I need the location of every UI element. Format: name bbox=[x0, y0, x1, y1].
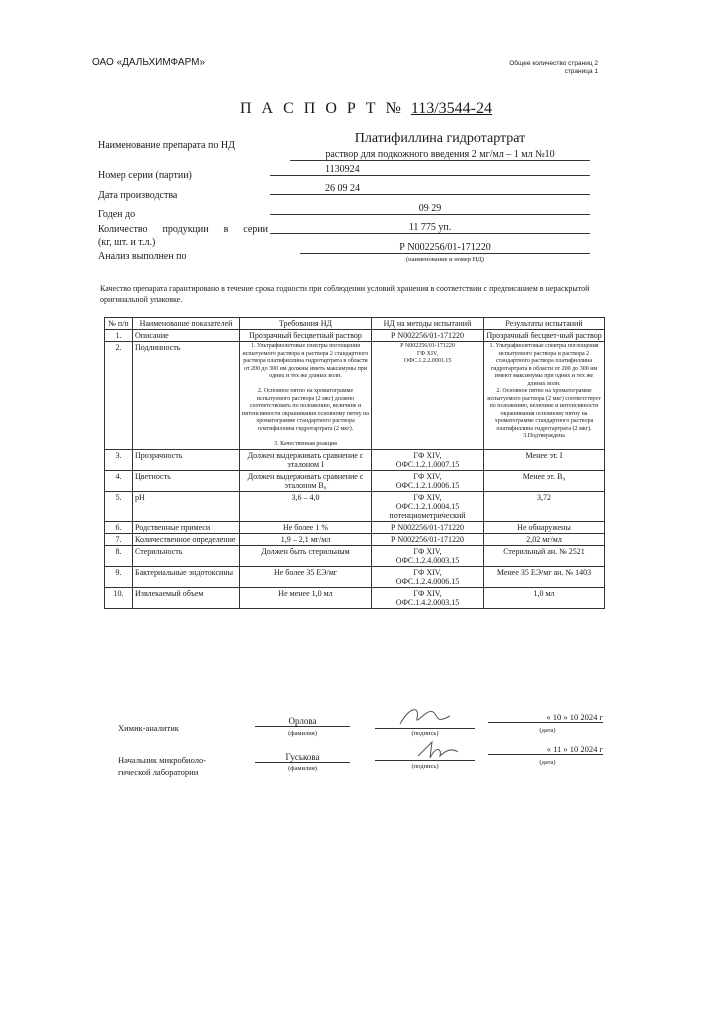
row-name: Подлинность bbox=[133, 342, 240, 450]
chemist-label: Химик-аналитик bbox=[118, 723, 179, 733]
page-count bbox=[509, 60, 598, 76]
row-method: Р N002256/01-171220 bbox=[372, 330, 484, 342]
row-method: ГФ XIV, ОФС.1.2.4.0003.15 bbox=[372, 546, 484, 567]
table-row bbox=[105, 567, 605, 588]
row-num: 8. bbox=[105, 546, 133, 567]
row-req: 3,6 – 4,0 bbox=[240, 492, 372, 522]
row-req: Не более 1 % bbox=[240, 522, 372, 534]
chemist-date: « 10 » 10 2024 г bbox=[488, 712, 603, 723]
table-row bbox=[105, 330, 605, 342]
row-num: 4. bbox=[105, 471, 133, 492]
chemist-name-caption: (фамилия) bbox=[288, 730, 317, 737]
row-num: 7. bbox=[105, 534, 133, 546]
row-num: 3. bbox=[105, 450, 133, 471]
page-number: страница 1 bbox=[564, 68, 598, 75]
chemist-date-caption: (дата) bbox=[539, 727, 556, 734]
head-name-caption: (фамилия) bbox=[288, 765, 317, 772]
row-result: 3,72 bbox=[484, 492, 605, 522]
row-num: 9. bbox=[105, 567, 133, 588]
row-req: Должен быть стерильным bbox=[240, 546, 372, 567]
row-req: 1. Ультрафиолетовые спектры поглощения испытуемого раствора и раствора 2 стандартного раствора платифиллина гидротартрата в области от 200 до 300 нм должны иметь максимумы при одних и тех же длинах волн. 2. Основное пятно на хроматограмме испытуемого раствора (2 мкг) должно соответствовать по положению, величине и интенсивности окрашивания основному пятну на хроматограмме стандартного раствора платифиллина гидротартрата (2 мкг). 3. Качественная реакция bbox=[240, 342, 372, 450]
chemist-signature-caption: (подпись) bbox=[411, 730, 439, 737]
row-name: Стерильность bbox=[133, 546, 240, 567]
drug-name: Платифиллина гидротартрат bbox=[354, 131, 526, 146]
row-name: Бактериальные эндотоксины bbox=[133, 567, 240, 588]
organization-name: ОАО «ДАЛЬХИМФАРМ» bbox=[92, 57, 206, 68]
drug-form: раствор для подкожного введения 2 мг/мл – 1 мл №10 bbox=[290, 149, 590, 161]
prod-date-label: Дата производства bbox=[98, 190, 178, 201]
head-signature-caption: (подпись) bbox=[411, 763, 439, 770]
analysis-value: Р N002256/01-171220 bbox=[300, 242, 590, 254]
row-result: Не обнаружены bbox=[484, 522, 605, 534]
head-date-caption: (дата) bbox=[539, 759, 556, 766]
table-row bbox=[105, 471, 605, 492]
row-num: 5. bbox=[105, 492, 133, 522]
row-result: Менее эт. I bbox=[484, 450, 605, 471]
table-row bbox=[105, 534, 605, 546]
row-name: Прозрачность bbox=[133, 450, 240, 471]
quality-statement: Качество препарата гарантировано в течение срока годности при соблюдении условий хранения в соответствии с предписанием в нераскрытой оригинальной упаковке. bbox=[100, 284, 590, 304]
row-method: Р N002256/01-171220 bbox=[372, 522, 484, 534]
table-row bbox=[105, 522, 605, 534]
passport-title-prefix: П А С П О Р Т № bbox=[240, 100, 411, 117]
table-row bbox=[105, 342, 605, 450]
row-name: Цветность bbox=[133, 471, 240, 492]
row-method: ГФ XIV, ОФС.1.2.1.0004.15 потенциометрический bbox=[372, 492, 484, 522]
header-req: Требования НД bbox=[240, 318, 372, 330]
header-name: Наименование показателей bbox=[133, 318, 240, 330]
passport-number: 113/3544-24 bbox=[410, 100, 493, 117]
valid-value: 09 29 bbox=[270, 203, 590, 215]
valid-label: Годен до bbox=[98, 209, 136, 220]
table-row bbox=[105, 546, 605, 567]
analysis-caption: (наименование и номер НД) bbox=[406, 256, 484, 263]
drug-label: Наименование препарата по НД bbox=[98, 140, 235, 151]
row-result: 1,0 мл bbox=[484, 588, 605, 609]
row-req: Прозрачный бесцветный раствор bbox=[240, 330, 372, 342]
chemist-signature-icon bbox=[395, 704, 455, 730]
row-method: ГФ XIV, ОФС.1.2.1.0006.15 bbox=[372, 471, 484, 492]
head-label-2: гической лаборатории bbox=[118, 767, 199, 777]
head-label: Начальник микробиоло- bbox=[118, 755, 207, 765]
row-req: 1,9 – 2,1 мг/мл bbox=[240, 534, 372, 546]
table-row bbox=[105, 492, 605, 522]
chemist-name: Орлова bbox=[255, 716, 350, 727]
qty-value: 11 775 уп. bbox=[270, 222, 590, 234]
row-name: Извлекаемый объем bbox=[133, 588, 240, 609]
row-req: Должен выдерживать сравнение с эталоном I bbox=[240, 450, 372, 471]
row-name: Родственные примеси bbox=[133, 522, 240, 534]
row-result: 2,02 мг/мл bbox=[484, 534, 605, 546]
head-name: Гуськова bbox=[255, 752, 350, 763]
header-method: НД на методы испытаний bbox=[372, 318, 484, 330]
series-label: Номер серии (партии) bbox=[98, 170, 192, 181]
row-result: Стерильный ан. № 2521 bbox=[484, 546, 605, 567]
row-name: Количественное определение bbox=[133, 534, 240, 546]
head-signature-line bbox=[375, 760, 475, 761]
row-method: Р N002256/01-171220 bbox=[372, 534, 484, 546]
row-result: Менее 35 ЕЭ/мг ан. № 1403 bbox=[484, 567, 605, 588]
row-num: 10. bbox=[105, 588, 133, 609]
row-method: Р N002256/01-171220 ГФ XIV, ОФС.1.2.2.0001.15 bbox=[372, 342, 484, 450]
row-result: Менее эт. B₉ bbox=[484, 471, 605, 492]
row-req: Не менее 1,0 мл bbox=[240, 588, 372, 609]
table-body bbox=[105, 330, 605, 609]
prod-date-value: 26 09 24 bbox=[270, 183, 590, 195]
header-result: Результаты испытаний bbox=[484, 318, 605, 330]
passport-title bbox=[240, 100, 492, 118]
analysis-label: Анализ выполнен по bbox=[98, 251, 187, 262]
head-date: « 11 » 10 2024 г bbox=[488, 744, 603, 755]
results-table bbox=[104, 317, 605, 609]
total-pages: Общее количество страниц 2 bbox=[509, 60, 598, 67]
row-name: pH bbox=[133, 492, 240, 522]
row-name: Описание bbox=[133, 330, 240, 342]
row-num: 6. bbox=[105, 522, 133, 534]
chemist-signature-line bbox=[375, 728, 475, 729]
qty-label: Количество продукции в серии bbox=[98, 224, 268, 235]
qty-label-units: (кг, шт. и т.л.) bbox=[98, 237, 156, 248]
row-result: 1. Ультрафиолетовые спектры поглощения испытуемого раствора и раствора 2 стандартного раствора платифиллина гидротартрата в области от 200 до 300 нм имеют максимумы при одних и тех же длинах волн. 2. Основное пятно на хроматограмме испытуемого раствора (2 мкг) соответствует по положению, величине и интенсивности окрашивания основному пятну на хроматограмме стандартного раствора платифиллина гидротартрата (2 мкг). 3.Подтверждена bbox=[484, 342, 605, 450]
header-num: № п/п bbox=[105, 318, 133, 330]
row-num: 2. bbox=[105, 342, 133, 450]
row-result: Прозрачный бесцвет-ный раствор bbox=[484, 330, 605, 342]
row-method: ГФ XIV, ОФС.1.2.4.0006.15 bbox=[372, 567, 484, 588]
table-row bbox=[105, 450, 605, 471]
table-header bbox=[105, 318, 605, 330]
row-method: ГФ XIV, ОФС.1.4.2.0003.15 bbox=[372, 588, 484, 609]
row-method: ГФ XIV, ОФС.1.2.1.0007.15 bbox=[372, 450, 484, 471]
table-row bbox=[105, 588, 605, 609]
row-num: 1. bbox=[105, 330, 133, 342]
series-value: 1130924 bbox=[270, 164, 590, 176]
row-req: Должен выдерживать сравнение с эталоном B₉ bbox=[240, 471, 372, 492]
row-req: Не более 35 ЕЭ/мг bbox=[240, 567, 372, 588]
